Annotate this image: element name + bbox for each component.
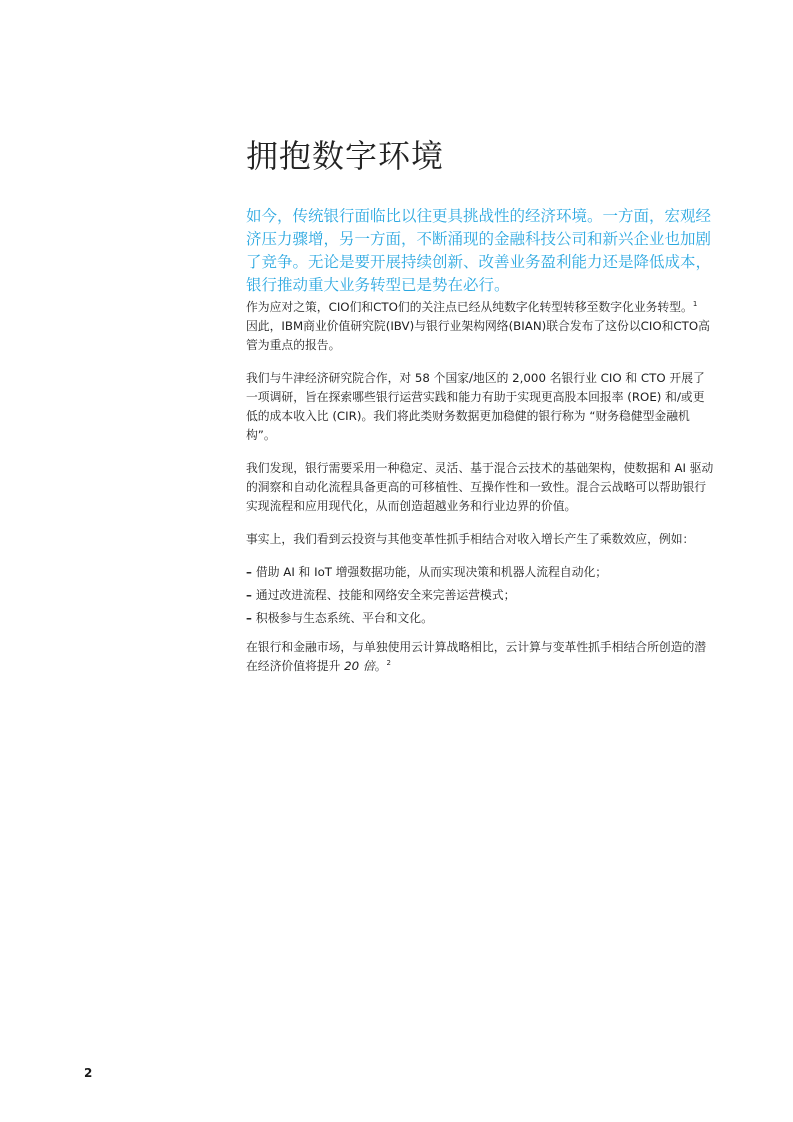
bullet-dash: – (246, 611, 252, 625)
paragraph-4: 事实上，我们看到云投资与其他变革性抓手相结合对收入增长产生了乘数效应，例如： (246, 532, 695, 546)
lead-paragraph: 如今，传统银行面临比以往更具挑战性的经济环境。一方面，宏观经济压力骤增，另一方面，不断涌现的金融科技公司和新兴企业也加剧了竞争。无论是要开展持续创新、改善业务盈利能力还是降低成本，银行推动重大业务转型已是势在必行。 (246, 207, 712, 294)
paragraph-3: 我们发现，银行需要采用一种稳定、灵活、基于混合云技术的基础架构，使数据和 AI 驱动的洞察和自动化流程具备更高的可移植性、互操作性和一致性。混合云战略可以帮助银行实现流程和应用现代化，从而创造超越业务和行业边界的价值。 (246, 461, 714, 513)
page-number: 2 (84, 1066, 93, 1080)
paragraph-2: 我们与牛津经济研究院合作，对 58 个国家/地区的 2,000 名银行业 CIO 和 CTO 开展了一项调研，旨在探索哪些银行运营实践和能力有助于实现更高股本回报率 (ROE) 和/或更低的成本收入比 (CIR)。我们将此类财务数据更加稳健的银行称为 “财务稳健型金融机构”。 (246, 371, 705, 442)
paragraph-5-emphasis: 20 倍 (344, 659, 375, 673)
page-title: 拥抱数字环境 (246, 137, 445, 175)
bullet-dash: – (246, 565, 252, 579)
paragraph-5-text: 在银行和金融市场，与单独使用云计算战略相比，云计算与变革性抓手相结合所创造的潜在经济价值将提升 (246, 640, 707, 673)
paragraph-1 (246, 298, 714, 355)
paragraph-5-end: 。 (374, 659, 387, 673)
paragraph-5 (246, 638, 714, 676)
body-text (246, 298, 714, 690)
list-item (246, 563, 714, 582)
list-item (246, 609, 714, 628)
list-item-text: 借助 AI 和 IoT 增强数据功能，从而实现决策和机器人流程自动化； (255, 565, 608, 579)
paragraph-1-continued: 因此，IBM商业价值研究院(IBV)与银行业架构网络(BIAN)联合发布了这份以CIO和CTO高管为重点的报告。 (246, 319, 710, 352)
list-item-text: 通过改进流程、技能和网络安全来完善运营模式； (255, 588, 516, 602)
footnote-ref-2: 2 (386, 659, 391, 668)
bullet-list (246, 563, 714, 628)
list-item-text: 积极参与生态系统、平台和文化。 (255, 611, 433, 625)
footnote-ref-1: 1 (692, 300, 698, 309)
paragraph-1-text: 作为应对之策，CIO们和CTO们的关注点已经从纯数字化转型转移至数字化业务转型。 (246, 300, 693, 314)
bullet-dash: – (246, 588, 252, 602)
list-item (246, 586, 714, 605)
